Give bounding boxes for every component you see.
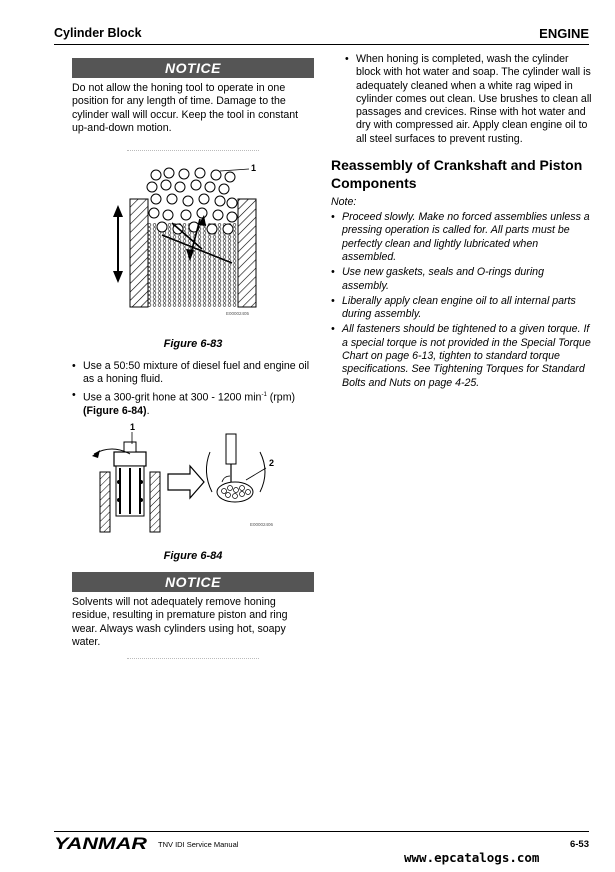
separator <box>127 150 259 151</box>
right-column <box>331 53 593 392</box>
honing-bullets <box>72 360 314 418</box>
notice-text: Solvents will not adequately remove honing residue, resulting in premature piston and ring wear. Always wash cylinders using hot, soapy water. <box>72 595 288 648</box>
note-item: • Liberally apply clean engine oil to all internal parts during assembly. <box>331 295 593 322</box>
left-column <box>72 58 314 659</box>
figure-code: E00002406 <box>250 521 274 527</box>
figure-caption: Figure 6-83 <box>163 338 223 351</box>
bullet-hone-grit: • Use a 300-grit hone at 300 - 1200 $\min^{-1} (rpm)$ (Figure 6-84). <box>72 389 314 418</box>
page-number: 6-53 <box>569 839 589 850</box>
figure-6-84 <box>72 422 314 542</box>
section-title: Reassembly of Crankshaft and Piston Components <box>331 157 583 192</box>
note-label: Note: <box>331 196 357 209</box>
note-item: • All fasteners should be tightened to a given torque. If a special torque is not provided in the Special Torque Chart on page 6-13, tighten to standard torque specifications. See Tightening Torques for Standard Bolts and Nuts on page 4-25. <box>331 323 593 389</box>
yanmar-logo <box>54 834 149 852</box>
wash-bullets <box>331 53 593 146</box>
figure-6-83-callout: 1 <box>251 163 257 174</box>
note-item: • Use new gaskets, seals and O-rings during assembly. <box>331 266 593 293</box>
figure-caption: Figure 6-84 <box>163 549 223 562</box>
header-rule <box>54 44 589 45</box>
figure-6-83 <box>72 163 314 338</box>
notice-banner: NOTICE <box>72 572 314 592</box>
figure-6-84-callout-2: 2 <box>269 457 275 468</box>
section-header: Cylinder Block <box>54 26 142 40</box>
svg-text:YANMAR: YANMAR <box>54 834 148 852</box>
figure-code: E00002405 <box>226 311 250 317</box>
bullet-wash: • When honing is completed, wash the cylinder block with hot water and soap. The cylinder wall is adequately cleaned when a white rag wiped in cylinder comes out clean. Use brushes to clean all passages and crevices. Rinse with hot water and dry with compressed air. Apply clean engine oil to all steel surfaces to prevent rusting. <box>345 53 593 146</box>
honing-illustration <box>72 163 314 338</box>
figure-6-84-callout-1: 1 <box>130 421 136 432</box>
watermark: www.epcatalogs.com <box>404 850 540 865</box>
separator <box>127 658 259 659</box>
figure-reference: (Figure 6-84) <box>83 404 147 417</box>
chapter-header: ENGINE <box>539 26 589 41</box>
bullet-honing-fluid: • Use a 50:50 mixture of diesel fuel and engine oil as a honing fluid. <box>72 360 314 387</box>
hone-tool-illustration <box>72 422 314 542</box>
notice-banner: NOTICE <box>72 58 314 78</box>
notice-text: Do not allow the honing tool to operate in one position for any length of time. Damage to the cylinder wall will occur. Keep the tool in constant up-and-down motion. <box>72 82 299 134</box>
footer-rule <box>54 831 589 832</box>
manual-title: TNV IDI Service Manual <box>158 840 239 849</box>
note-item: • Proceed slowly. Make no forced assemblies unless a pressing operation is called for. All parts must be perfectly clean and lightly lubricated when assembled. <box>331 211 593 264</box>
note-list <box>331 211 593 390</box>
